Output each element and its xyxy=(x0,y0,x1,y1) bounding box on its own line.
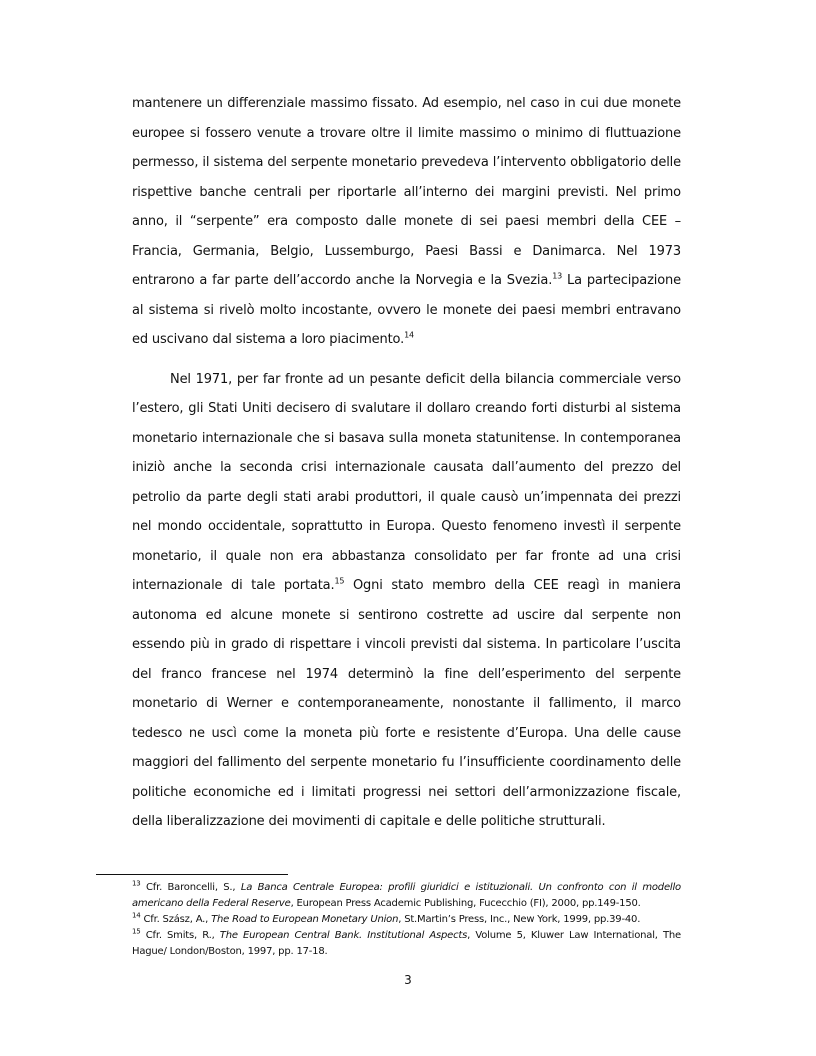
body-text xyxy=(132,89,681,837)
footnote-text: , Volume 5, Kluwer Law International, The Hague/ London/Boston, 1997, pp. 17-18. xyxy=(132,930,681,957)
paragraph-text: La partecipazione al sistema si rivelò molto incostante, ovvero le monete dei paesi membri entravano ed uscivano dal sistema a loro piacimento. xyxy=(132,273,681,347)
footnote-number: 15 xyxy=(132,927,141,936)
footnote-text: Cfr. Baroncelli, S., xyxy=(140,882,241,893)
footnote-15 xyxy=(132,928,681,960)
page-number: 3 xyxy=(404,973,412,987)
footnote-ref-14[interactable]: 14 xyxy=(404,330,414,340)
paragraph-2 xyxy=(132,365,681,837)
footnote-number: 13 xyxy=(132,879,141,888)
footnote-text: Cfr. Smits, R., xyxy=(140,930,220,941)
footnote-number: 14 xyxy=(132,911,141,920)
paragraph-text: mantenere un differenziale massimo fissato. Ad esempio, nel caso in cui due monete europee si fossero venute a trovare oltre il limite massimo o minimo di fluttuazione permesso, il sistema del serpente monetario prevedeva l’intervento obbligatorio delle rispettive banche centrali per riportarle all’interno dei margini previsti. Nel primo anno, il “serpente” era composto dalle monete di sei paesi membri della CEE – Francia, Germania, Belgio, Lussemburgo, Paesi Bassi e Danimarca. Nel 1973 entrarono a far parte dell’accordo anche la Norvegia e la Svezia. xyxy=(132,96,681,288)
footnote-ref-13[interactable]: 13 xyxy=(552,271,563,281)
footnotes xyxy=(132,880,681,960)
footnote-text: , St.Martin’s Press, Inc., New York, 1999, pp.39-40. xyxy=(398,914,641,925)
footnote-separator xyxy=(96,874,288,875)
paragraph-text: Ogni stato membro della CEE reagì in maniera autonoma ed alcune monete si sentirono costrette ad uscire dal serpente non essendo più in grado di rispettare i vincoli previsti dal sistema. In particolare l’uscita del franco francese nel 1974 determinò la fine dell’esperimento del serpente monetario di Werner e contemporaneamente, nonostante il fallimento, il marco tedesco ne uscì come la moneta più forte e resistente d’Europa. Una delle cause maggiori del fallimento del serpente monetario fu l’insufficiente coordinamento delle politiche economiche ed i limitati progressi nei settori dell’armonizzazione fiscale, della liberalizzazione dei movimenti di capitale e delle politiche strutturali. xyxy=(132,578,681,829)
footnote-title: The European Central Bank. Institutional Aspects xyxy=(219,930,468,941)
footnote-text: Cfr. Szász, A., xyxy=(140,914,212,925)
paragraph-1 xyxy=(132,89,681,355)
footnote-text: , European Press Academic Publishing, Fucecchio (FI), 2000, pp.149-150. xyxy=(290,898,641,909)
footnote-title: The Road to European Monetary Union xyxy=(211,914,399,925)
paragraph-text: Nel 1971, per far fronte ad un pesante deficit della bilancia commerciale verso l’estero, gli Stati Uniti decisero di svalutare il dollaro creando forti disturbi al sistema monetario internazionale che si basava sulla moneta statunitense. In contemporanea iniziò anche la seconda crisi internazionale causata dall’aumento del prezzo del petrolio da parte degli stati arabi produttori, il quale causò un’impennata dei prezzi nel mondo occidentale, soprattutto in Europa. Questo fenomeno investì il serpente monetario, il quale non era abbastanza consolidato per far fronte ad una crisi internazionale di tale portata. xyxy=(132,371,681,593)
footnote-title: La Banca Centrale Europea: profili giuridici e istituzionali. Un confronto con il modello americano della Federal Reserve xyxy=(132,882,681,909)
footnote-14 xyxy=(132,912,681,928)
footnote-ref-15[interactable]: 15 xyxy=(334,576,345,586)
footnote-13 xyxy=(132,880,681,912)
